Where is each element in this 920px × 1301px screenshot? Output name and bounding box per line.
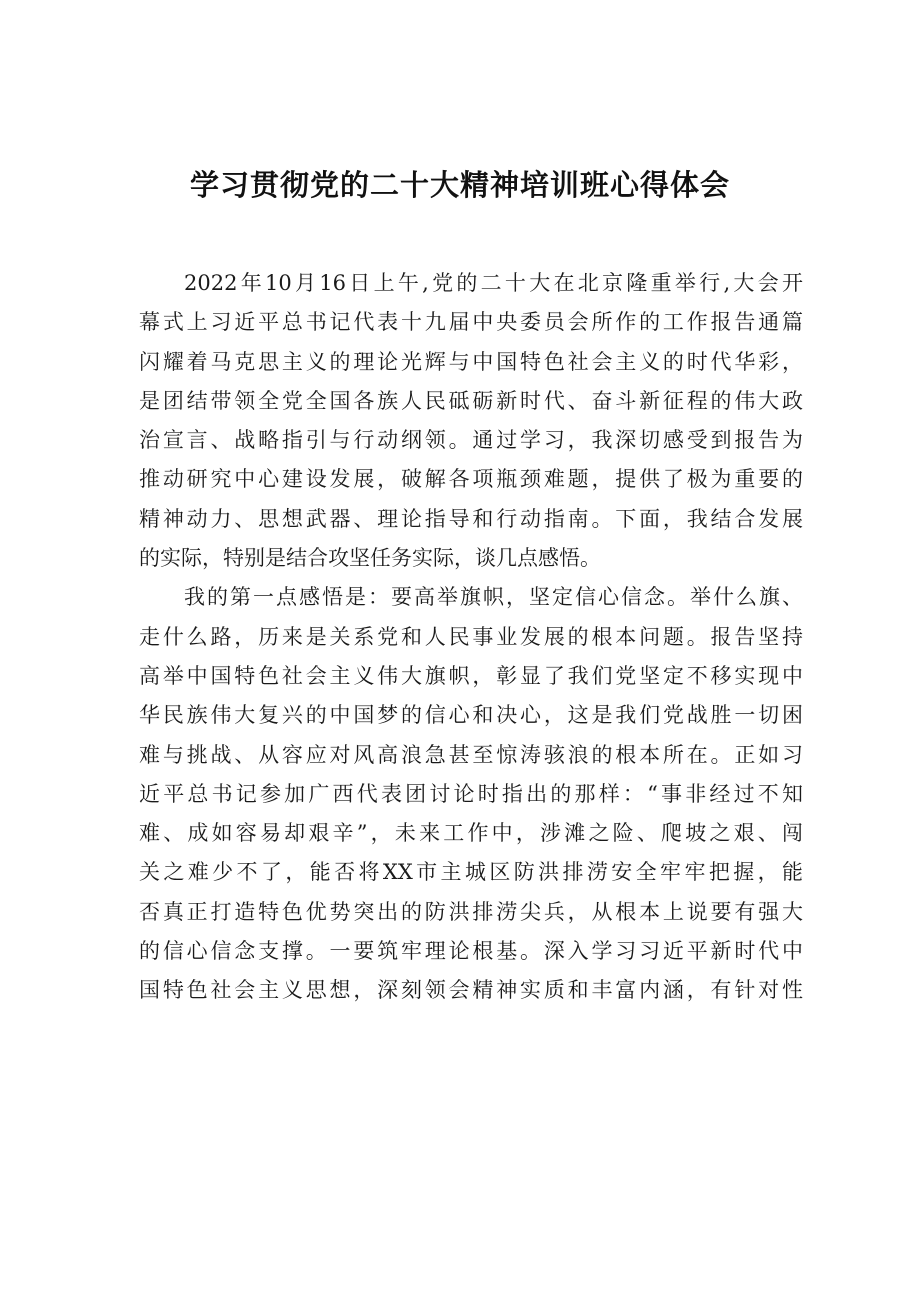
paragraph-2 xyxy=(139,578,803,1010)
paragraph-line: 的实际，特别是结合攻坚任务实际，谈几点感悟。 xyxy=(139,546,601,571)
paragraph-line: 华民族伟大复兴的中国梦的信心和决心，这是我们党战胜一切困 xyxy=(139,703,803,728)
paragraph-line: 2022年10月16日上午,党的二十大在北京隆重举行,大会开 xyxy=(184,271,803,295)
paragraph-line: 治宣言、战略指引与行动纲领。通过学习，我深切感受到报告为 xyxy=(139,428,803,453)
paragraph-line: 幕式上习近平总书记代表十九届中央委员会所作的工作报告通篇 xyxy=(139,310,803,335)
paragraph-line: 推动研究中心建设发展，破解各项瓶颈难题，提供了极为重要的 xyxy=(139,467,803,492)
paragraph-line: 否真正打造特色优势突出的防洪排涝尖兵，从根本上说要有强大 xyxy=(139,899,803,924)
paragraph-line: 走什么路，历来是关系党和人民事业发展的根本问题。报告坚持 xyxy=(139,624,803,649)
paragraph-line: 闪耀着马克思主义的理论光辉与中国特色社会主义的时代华彩， xyxy=(139,349,803,374)
paragraph-line: 我的第一点感悟是：要高举旗帜，坚定信心信念。举什么旗、 xyxy=(184,585,803,610)
paragraph-line: 近平总书记参加广西代表团讨论时指出的那样：“事非经过不知 xyxy=(139,781,803,806)
paragraph-line: 的信心信念支撑。一要筑牢理论根基。深入学习习近平新时代中 xyxy=(139,939,803,964)
paragraph-line: 精神动力、思想武器、理论指导和行动指南。下面，我结合发展 xyxy=(139,506,803,531)
paragraph-1 xyxy=(139,264,803,578)
paragraph-line: 难与挑战、从容应对风高浪急甚至惊涛骇浪的根本所在。正如习 xyxy=(139,742,803,767)
paragraph-line: 高举中国特色社会主义伟大旗帜，彰显了我们党坚定不移实现中 xyxy=(139,663,803,688)
document-body xyxy=(139,264,803,1011)
paragraph-line: 关之难少不了，能否将XX市主城区防洪排涝安全牢牢把握，能 xyxy=(139,860,803,885)
paragraph-line: 难、成如容易却艰辛”，未来工作中，涉滩之险、爬坡之艰、闯 xyxy=(139,821,803,846)
paragraph-line: 国特色社会主义思想，深刻领会精神实质和丰富内涵，有针对性 xyxy=(139,978,803,1003)
document-title: 学习贯彻党的二十大精神培训班心得体会 xyxy=(189,168,730,202)
paragraph-line: 是团结带领全党全国各族人民砥砺新时代、奋斗新征程的伟大政 xyxy=(139,388,803,413)
